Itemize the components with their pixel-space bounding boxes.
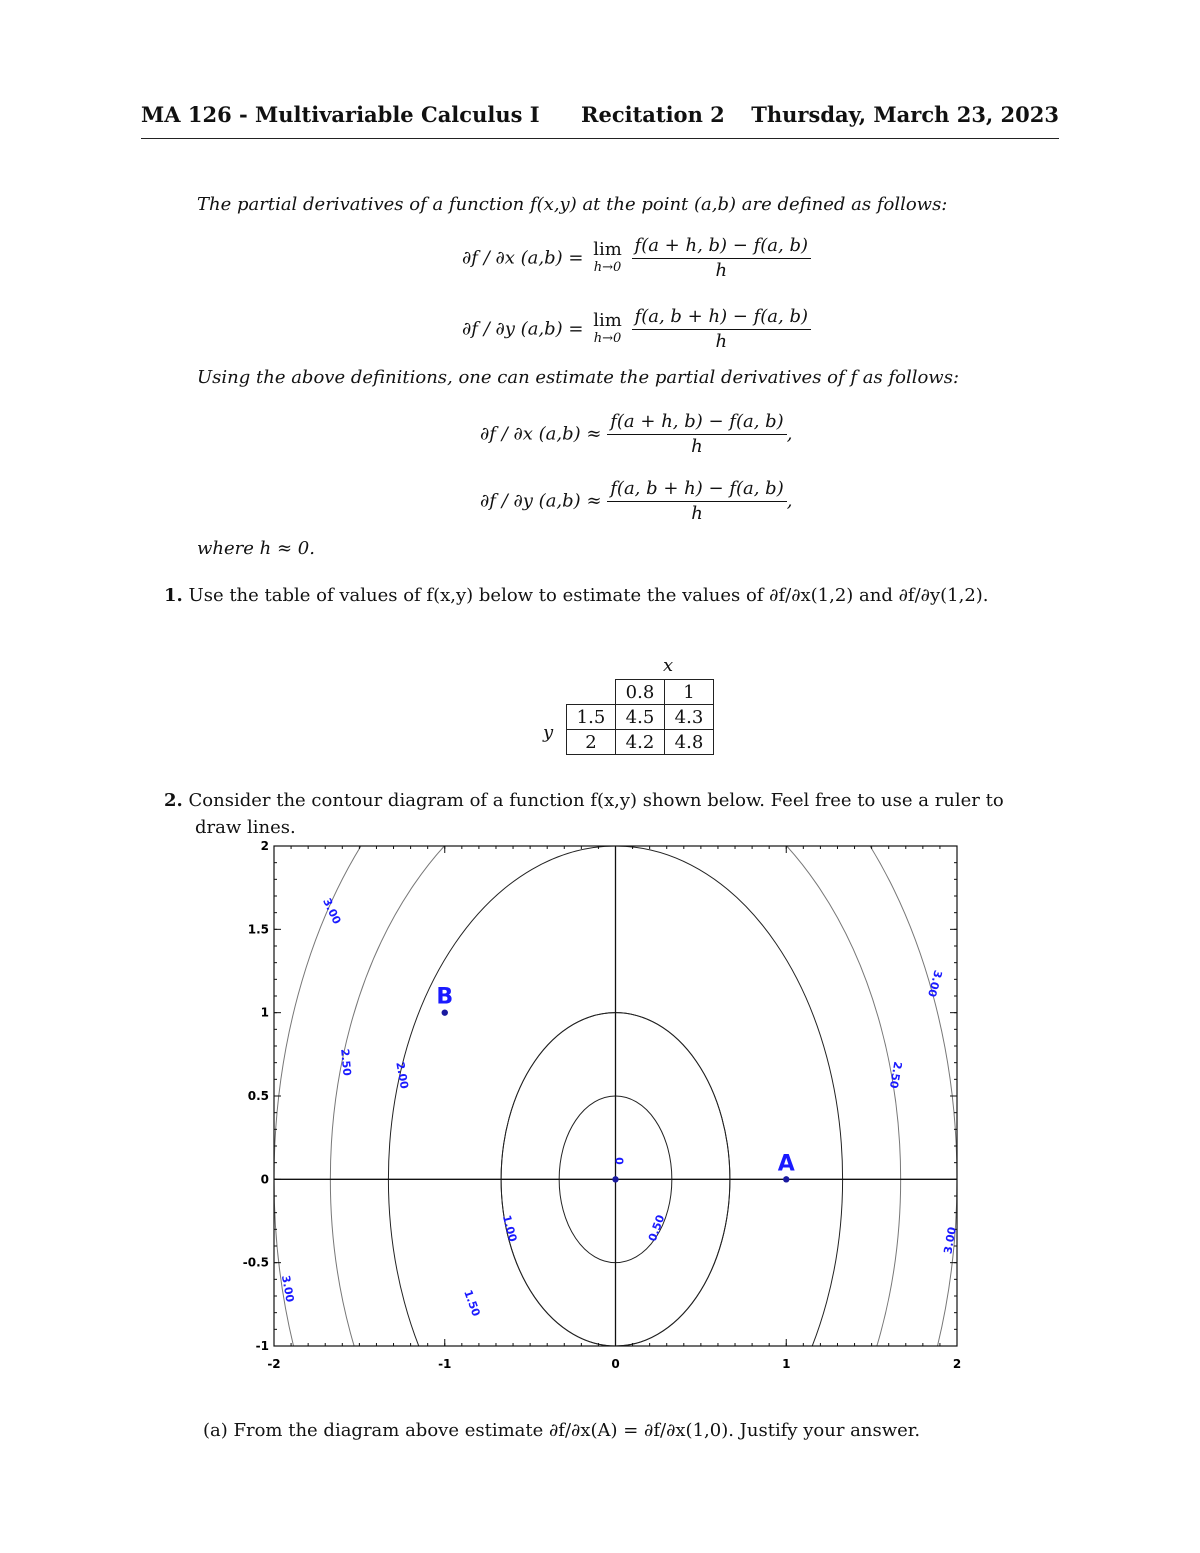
eq-lhs-x-approx: ∂f / ∂x (a,b) (480, 423, 581, 445)
question-text: Use the table of values of f(x,y) below to estimate the values of ∂f/∂x(1,2) and ∂f/∂y(1,2). (188, 585, 989, 606)
course-title: MA 126 - Multivariable Calculus I (141, 102, 540, 127)
limit (593, 238, 622, 277)
x-tick-label: 0 (611, 1357, 620, 1371)
numerator: f(a, b + h) − f(a, b) (607, 477, 786, 502)
fraction (632, 234, 811, 283)
eq-partial-y-definition (462, 305, 811, 354)
table-row (567, 730, 714, 755)
y-tick-label: 2 (260, 840, 269, 853)
y-tick-label: 0 (260, 1172, 269, 1187)
eq-lhs: ∂f / ∂y (a,b) = (462, 318, 584, 340)
contour-label: 2.00 (393, 1060, 411, 1090)
numerator: f(a + h, b) − f(a, b) (607, 410, 786, 435)
y-tick-label: 1.5 (247, 922, 269, 937)
approx-symbol: ≈ (586, 423, 602, 445)
y-tick-label: 1 (260, 1005, 269, 1020)
contour-label: 1.50 (461, 1288, 483, 1319)
x-tick-label: 2 (952, 1357, 962, 1371)
question-2-continued: draw lines. (195, 817, 296, 838)
lim-word: lim (593, 238, 622, 260)
denominator: h (715, 260, 728, 281)
point-label: B (436, 984, 454, 1010)
data-point (442, 1009, 448, 1015)
numerator: f(a, b + h) − f(a, b) (632, 305, 811, 330)
x-tick-label: 1 (782, 1357, 791, 1371)
where-text: where h ≈ 0. (197, 538, 315, 559)
y-tick-label: -0.5 (242, 1255, 269, 1270)
eq-lhs: ∂f / ∂x (a,b) = (462, 247, 584, 269)
table-cell: 4.2 (616, 730, 665, 755)
recitation-title: Recitation 2 (581, 102, 725, 127)
fraction (607, 477, 786, 526)
table-header-row (567, 680, 714, 705)
numerator: f(a + h, b) − f(a, b) (632, 234, 811, 259)
denominator: h (691, 503, 703, 524)
table-y-label: y (543, 722, 554, 743)
y-tick-label: 0.5 (247, 1089, 269, 1103)
contour-label: 2.50 (886, 1060, 905, 1090)
contour-label: 0 (612, 1157, 626, 1165)
question-number: 1. (164, 585, 183, 606)
limit (593, 309, 622, 348)
denominator: h (691, 436, 703, 457)
y-tick-label: -1 (255, 1339, 269, 1353)
point-label: A (777, 1151, 795, 1177)
contour-label: 3.00 (924, 968, 945, 999)
fraction (632, 305, 811, 354)
eq-partial-x-estimate: ∂f / ∂x (a,b) ≈ $\frac{f(a + h, b) - f(a, b)}{h}$ , (480, 411, 793, 457)
question-text: Consider the contour diagram of a function f(x,y) shown below. Feel free to use a ruler to (188, 790, 1004, 811)
question-2a: (a) From the diagram above estimate ∂f/∂x(A) = ∂f/∂x(1,0). Justify your answer. (203, 1420, 921, 1441)
question-1 (164, 585, 989, 606)
fraction (607, 410, 786, 459)
x-tick-label: -1 (438, 1357, 452, 1371)
contour-label: 1.00 (499, 1213, 520, 1244)
denominator: h (715, 331, 728, 352)
table-row-header: 1.5 (567, 705, 616, 730)
x-tick-label: -2 (267, 1357, 281, 1371)
contour-label: 3.00 (941, 1225, 959, 1255)
contour-label: 2.50 (338, 1048, 354, 1077)
table-corner (567, 680, 616, 705)
lim-word: lim (593, 309, 622, 331)
estimate-text: Using the above definitions, one can estimate the partial derivatives of f as follows: (197, 367, 960, 388)
page-header (141, 98, 1059, 139)
data-point (612, 1176, 618, 1182)
contour-label: 0.50 (645, 1213, 668, 1244)
table-row (567, 705, 714, 730)
eq-partial-y-estimate: ∂f / ∂y (a,b) ≈ $\frac{f(a, b + h) - f(a, b)}{h}$ , (480, 478, 793, 524)
question-2 (164, 790, 1004, 811)
lim-sub: h→0 (593, 259, 622, 275)
table-header-cell: 1 (665, 680, 714, 705)
table-header-cell: 0.8 (616, 680, 665, 705)
eq-partial-x-definition (462, 234, 811, 283)
values-table (566, 679, 714, 755)
question-number: 2. (164, 790, 183, 811)
table-x-label: x (663, 655, 674, 676)
data-point (783, 1176, 789, 1182)
approx-symbol: ≈ (586, 490, 602, 512)
table-cell: 4.8 (665, 730, 714, 755)
definition-text: The partial derivatives of a function f(x,y) at the point (a,b) are defined as follows: (197, 194, 948, 215)
table-row-header: 2 (567, 730, 616, 755)
table-cell: 4.5 (616, 705, 665, 730)
contour-label: 3.00 (320, 896, 344, 927)
eq-lhs-y-approx: ∂f / ∂y (a,b) (480, 490, 581, 512)
header-date: Thursday, March 23, 2023 (751, 102, 1059, 127)
table-cell: 4.3 (665, 705, 714, 730)
contour-label: 3.00 (278, 1274, 297, 1304)
lim-sub: h→0 (593, 330, 622, 346)
contour-diagram (240, 840, 980, 1380)
